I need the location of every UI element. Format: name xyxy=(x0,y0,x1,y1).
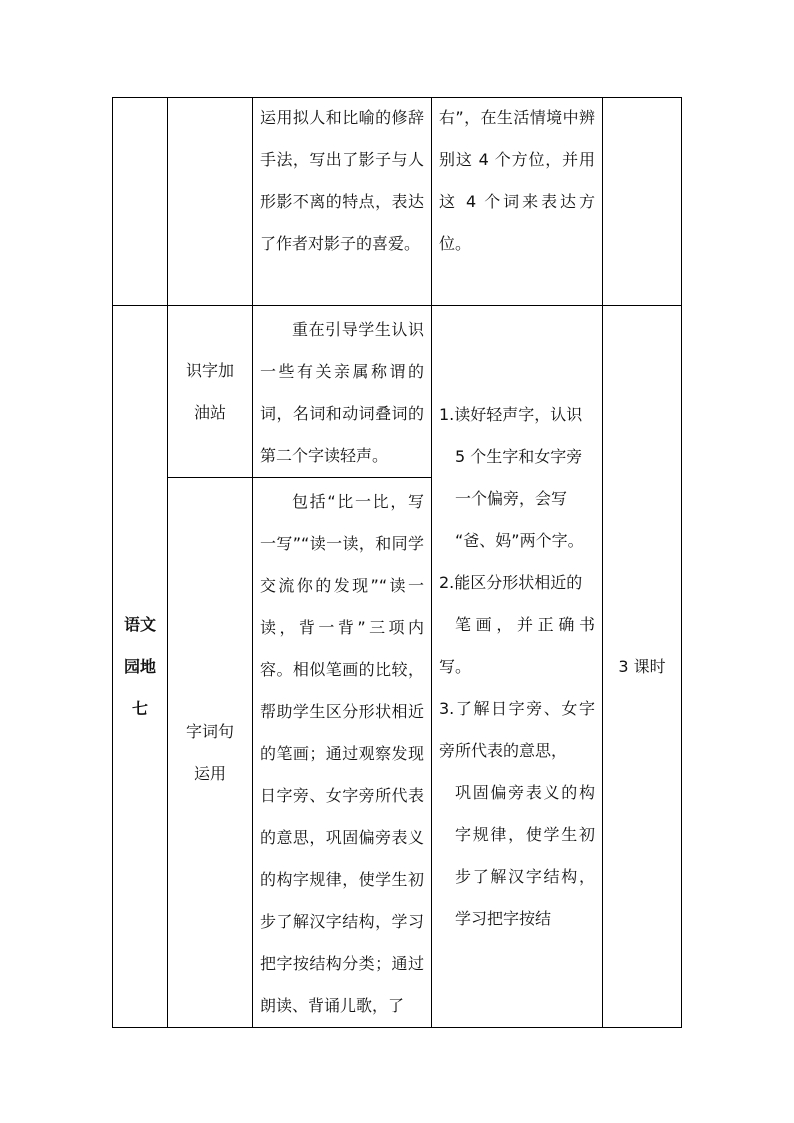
content-cell xyxy=(253,478,432,1028)
goal-item: 2.能区分形状相近的 xyxy=(439,572,583,592)
table-row xyxy=(113,306,682,478)
unit-name-cell xyxy=(113,306,168,1028)
content-cell xyxy=(253,306,432,478)
lesson-hours: 3 课时 xyxy=(618,656,666,676)
section-content: 包括“比一比，写一写”“读一读，和同学交流你的发现”“读一读，背一背”三项内容。相似笔画的比较，帮助学生区分形状相近的笔画；通过观察发现日字旁、女字旁所代表的意思，巩固偏旁表义的构字规律，使学生初步了解汉字结构，学习把字按结构分类；通过朗读、背诵儿歌，了 xyxy=(260,492,424,1015)
content-text: 运用拟人和比喻的修辞手法，写出了影子与人形影不离的特点，表达了作者对影子的喜爱。 xyxy=(260,108,424,253)
goal-item-cont: 一个偏旁，会写 xyxy=(455,488,568,508)
goal-item-cont: 巩固偏旁表义的构字规律，使学生初步了解汉字结构，学习把字按结 xyxy=(455,782,595,928)
section-title: 字词句运用 xyxy=(185,721,234,783)
section-title-cell xyxy=(168,306,253,478)
section-title: 识字加油站 xyxy=(185,360,234,422)
hours-cell-empty xyxy=(603,98,682,306)
content-cell xyxy=(253,98,432,306)
table-row xyxy=(113,98,682,306)
goals-cell xyxy=(432,306,603,1028)
unit-name: 语文园地七 xyxy=(123,614,156,718)
goal-item: 3.了解日字旁、女字旁所代表的意思， xyxy=(439,698,595,760)
section-title-cell xyxy=(168,478,253,1028)
section-cell-empty xyxy=(168,98,253,306)
goal-cell xyxy=(432,98,603,306)
lesson-plan-table xyxy=(112,97,682,1028)
goal-item: 1.读好轻声字，认识 xyxy=(439,404,583,424)
hours-cell xyxy=(603,306,682,1028)
goal-item-cont: “爸、妈”两个字。 xyxy=(455,530,584,550)
section-content: 重在引导学生认识一些有关亲属称谓的词，名词和动词叠词的第二个字读轻声。 xyxy=(260,320,424,465)
goal-item-cont: 笔画，并正确书写。 xyxy=(439,614,595,676)
goals-list xyxy=(432,394,602,940)
goal-text: 右”，在生活情境中辨别这 4 个方位，并用这 4 个词来表达方位。 xyxy=(439,108,595,253)
unit-cell-empty xyxy=(113,98,168,306)
goal-item-cont: 5 个生字和女字旁 xyxy=(455,446,583,466)
